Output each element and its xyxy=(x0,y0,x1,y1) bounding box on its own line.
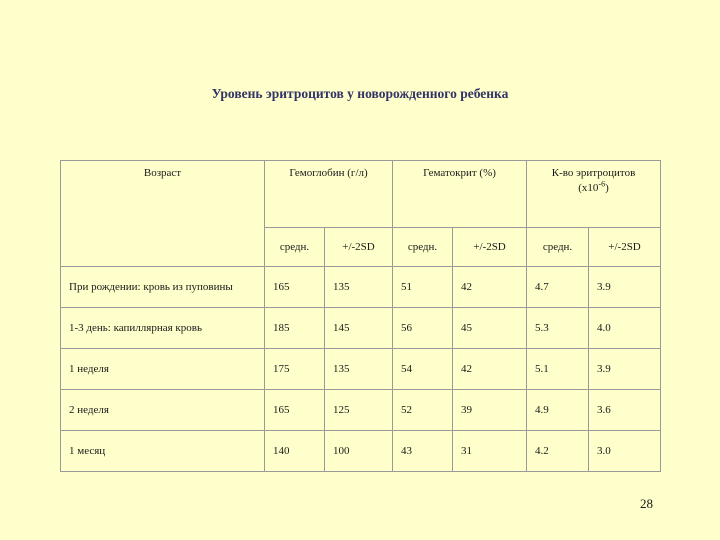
header-hematocrit: Гематокрит (%) xyxy=(393,161,527,228)
value-cell: 5.1 xyxy=(527,349,589,390)
subheader-cell: +/-2SD xyxy=(589,228,661,267)
value-cell: 185 xyxy=(265,308,325,349)
header-hemoglobin: Гемоглобин (г/л) xyxy=(265,161,393,228)
value-cell: 4.9 xyxy=(527,390,589,431)
value-cell: 135 xyxy=(325,349,393,390)
value-cell: 125 xyxy=(325,390,393,431)
value-cell: 3.9 xyxy=(589,349,661,390)
header-erythrocytes-unit: $(х10^{-6})$ xyxy=(578,179,609,194)
header-erythrocytes-label: К-во эритроцитов xyxy=(551,167,636,179)
value-cell: 51 xyxy=(393,267,453,308)
value-cell: 42 xyxy=(453,349,527,390)
age-cell: 1 месяц xyxy=(61,431,265,472)
subheader-cell: +/-2SD xyxy=(325,228,393,267)
subheader-cell: средн. xyxy=(265,228,325,267)
value-cell: 145 xyxy=(325,308,393,349)
header-row xyxy=(61,161,661,228)
value-cell: 56 xyxy=(393,308,453,349)
value-cell: 31 xyxy=(453,431,527,472)
value-cell: 165 xyxy=(265,390,325,431)
value-cell: 4.0 xyxy=(589,308,661,349)
slide-title: Уровень эритроцитов у новорожденного ребенка xyxy=(211,86,509,101)
value-cell: 54 xyxy=(393,349,453,390)
value-cell: 3.0 xyxy=(589,431,661,472)
age-cell: 1 неделя xyxy=(61,349,265,390)
value-cell: 5.3 xyxy=(527,308,589,349)
value-cell: 4.7 xyxy=(527,267,589,308)
age-cell: 1-3 день: капиллярная кровь xyxy=(61,308,265,349)
value-cell: 45 xyxy=(453,308,527,349)
table-row xyxy=(61,308,661,349)
value-cell: 165 xyxy=(265,267,325,308)
value-cell: 140 xyxy=(265,431,325,472)
value-cell: 175 xyxy=(265,349,325,390)
subheader-cell: +/-2SD xyxy=(453,228,527,267)
header-age: Возраст xyxy=(61,161,265,267)
table-row xyxy=(61,349,661,390)
value-cell: 4.2 xyxy=(527,431,589,472)
value-cell: 52 xyxy=(393,390,453,431)
page-number: 28 xyxy=(640,496,653,511)
table-row xyxy=(61,431,661,472)
value-cell: 42 xyxy=(453,267,527,308)
value-cell: 100 xyxy=(325,431,393,472)
table-row xyxy=(61,267,661,308)
value-cell: 3.6 xyxy=(589,390,661,431)
value-cell: 135 xyxy=(325,267,393,308)
subheader-cell: средн. xyxy=(393,228,453,267)
value-cell: 3.9 xyxy=(589,267,661,308)
table-row xyxy=(61,390,661,431)
value-cell: 39 xyxy=(453,390,527,431)
header-erythrocytes xyxy=(527,161,661,228)
age-cell: 2 неделя xyxy=(61,390,265,431)
erythrocyte-table xyxy=(60,160,661,472)
subheader-cell: средн. xyxy=(527,228,589,267)
age-cell: При рождении: кровь из пуповины xyxy=(61,267,265,308)
value-cell: 43 xyxy=(393,431,453,472)
